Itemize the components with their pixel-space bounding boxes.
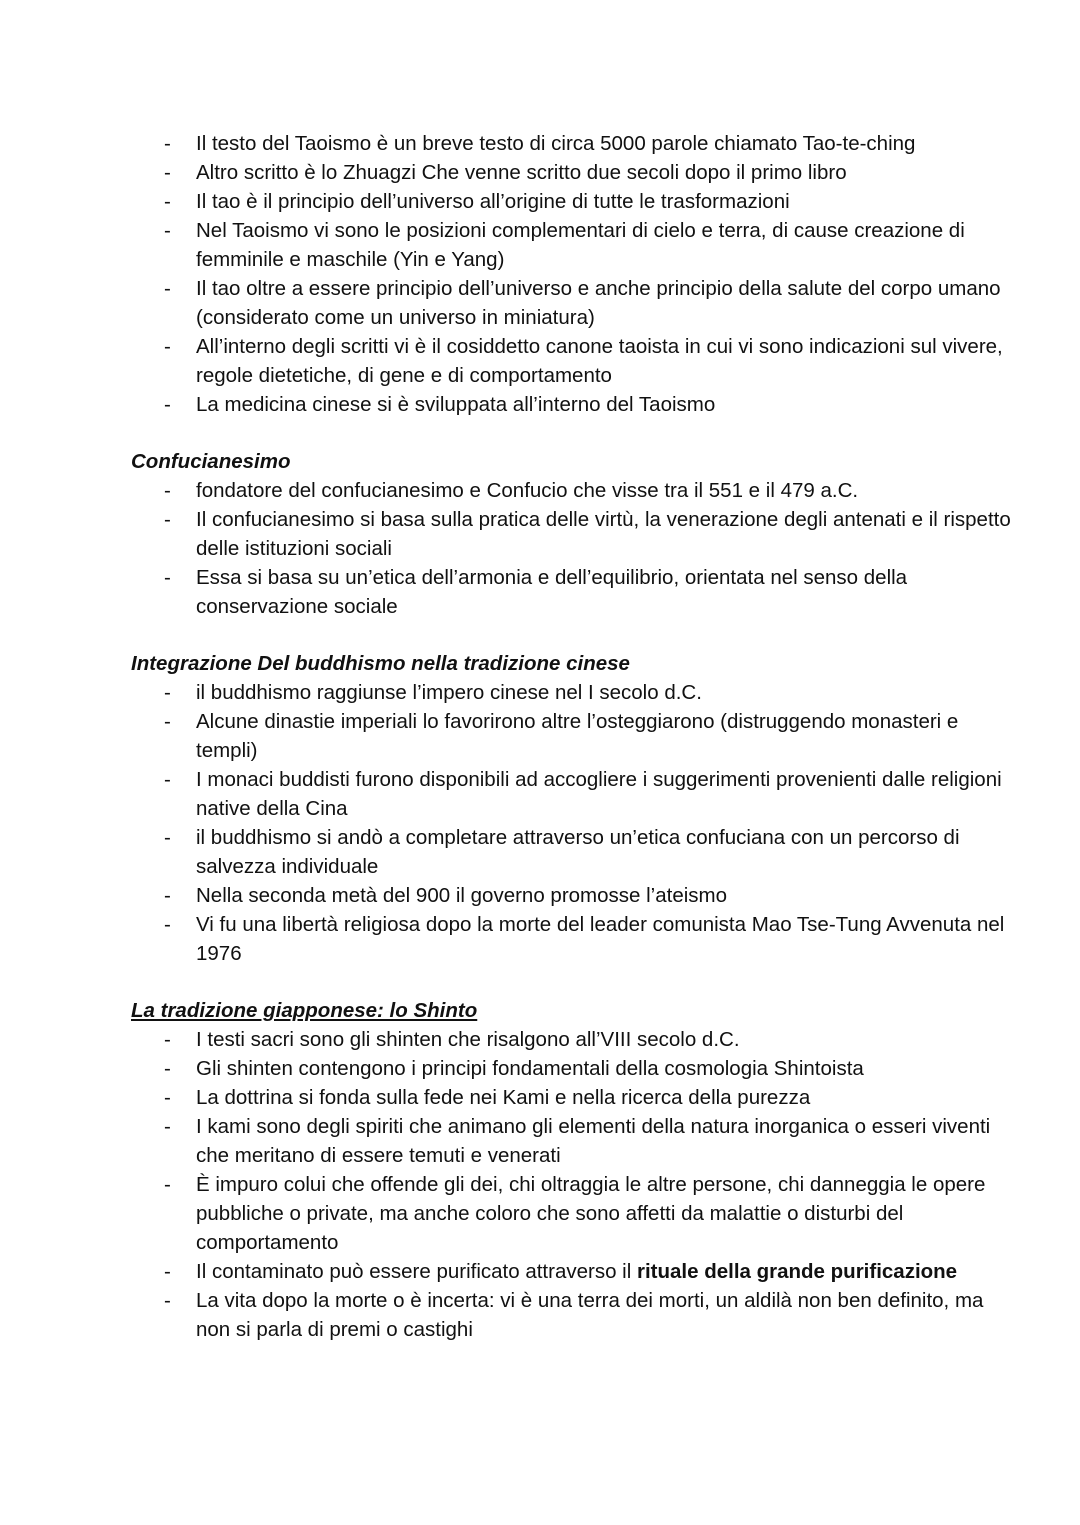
section-shinto xyxy=(131,996,1011,1344)
bullet-dash: - xyxy=(164,768,171,791)
bullet-dash: - xyxy=(164,277,171,300)
bullet-dash: - xyxy=(164,1260,171,1283)
bullet-dash: - xyxy=(164,479,171,502)
bullet-dash: - xyxy=(164,566,171,589)
list-item-text: Alcune dinastie imperiali lo favorirono altre l’osteggiarono (distruggendo monasteri e templi) xyxy=(196,710,959,762)
list-item xyxy=(131,1083,1011,1112)
bullet-list xyxy=(131,129,1011,419)
list-item-bold-text: rituale della grande purificazione xyxy=(636,1260,958,1283)
list-item-text: All’interno degli scritti vi è il cosiddetto canone taoista in cui vi sono indicazioni sul vivere, regole dietetiche, di gene e di comportamento xyxy=(196,335,1003,387)
list-item xyxy=(131,823,1011,881)
list-item xyxy=(131,1054,1011,1083)
bullet-dash: - xyxy=(164,1086,171,1109)
bullet-dash: - xyxy=(164,335,171,358)
list-item xyxy=(131,1112,1011,1170)
list-item-text: Il confucianesimo si basa sulla pratica delle virtù, la venerazione degli antenati e il rispetto delle istituzioni sociali xyxy=(196,508,1011,560)
list-item xyxy=(131,881,1011,910)
list-item-text: Nel Taoismo vi sono le posizioni complementari di cielo e terra, di cause creazione di femminile e maschile (Yin e Yang) xyxy=(196,219,965,271)
list-item-text: Il tao è il principio dell’universo all’origine di tutte le trasformazioni xyxy=(196,190,790,213)
list-item-text: La vita dopo la morte o è incerta: vi è una terra dei morti, un aldilà non ben definito, ma non si parla di premi o castighi xyxy=(196,1289,984,1341)
section-confucianesimo xyxy=(131,447,1011,621)
list-item xyxy=(131,1257,1011,1286)
list-item-text: Vi fu una libertà religiosa dopo la morte del leader comunista Mao Tse-Tung Avvenuta nel 1976 xyxy=(196,913,1005,965)
list-item xyxy=(131,765,1011,823)
section-heading: Confucianesimo xyxy=(131,450,291,473)
list-item-text: Il testo del Taoismo è un breve testo di circa 5000 parole chiamato Tao-te-ching xyxy=(196,132,916,155)
bullet-list xyxy=(131,1025,1011,1344)
bullet-dash: - xyxy=(164,190,171,213)
bullet-dash: - xyxy=(164,681,171,704)
bullet-dash: - xyxy=(164,884,171,907)
list-item-text: I testi sacri sono gli shinten che risalgono all’VIII secolo d.C. xyxy=(196,1028,740,1051)
list-item xyxy=(131,187,1011,216)
bullet-dash: - xyxy=(164,1173,171,1196)
bullet-dash: - xyxy=(164,219,171,242)
bullet-dash: - xyxy=(164,913,171,936)
document-page xyxy=(131,129,1011,1344)
bullet-dash: - xyxy=(164,508,171,531)
bullet-dash: - xyxy=(164,1028,171,1051)
list-item xyxy=(131,678,1011,707)
list-item xyxy=(131,1286,1011,1344)
section-heading: La tradizione giapponese: lo Shinto xyxy=(131,999,478,1022)
list-item-text: È impuro colui che offende gli dei, chi oltraggia le altre persone, chi danneggia le opere pubbliche o private, ma anche coloro che sono affetti da malattie o disturbi del comportamento xyxy=(196,1173,986,1254)
list-item-text: La medicina cinese si è sviluppata all’interno del Taoismo xyxy=(196,393,716,416)
list-item xyxy=(131,216,1011,274)
bullet-dash: - xyxy=(164,393,171,416)
list-item-text: Altro scritto è lo Zhuagzi Che venne scritto due secoli dopo il primo libro xyxy=(196,161,847,184)
list-item xyxy=(131,274,1011,332)
section-heading: Integrazione Del buddhismo nella tradizione cinese xyxy=(131,652,630,675)
bullet-dash: - xyxy=(164,826,171,849)
bullet-list xyxy=(131,476,1011,621)
bullet-dash: - xyxy=(164,161,171,184)
bullet-dash: - xyxy=(164,1289,171,1312)
bullet-dash: - xyxy=(164,132,171,155)
list-item-text: Gli shinten contengono i principi fondamentali della cosmologia Shintoista xyxy=(196,1057,864,1080)
list-item-text: Essa si basa su un’etica dell’armonia e dell’equilibrio, orientata nel senso della conservazione sociale xyxy=(196,566,908,618)
list-item xyxy=(131,707,1011,765)
bullet-dash: - xyxy=(164,710,171,733)
list-item-text: Il contaminato può essere purificato attraverso il xyxy=(196,1260,637,1283)
list-item xyxy=(131,505,1011,563)
list-item-text: I monaci buddisti furono disponibili ad accogliere i suggerimenti provenienti dalle religioni native della Cina xyxy=(196,768,1002,820)
list-item-text: Nella seconda metà del 900 il governo promosse l’ateismo xyxy=(196,884,728,907)
list-item xyxy=(131,1025,1011,1054)
list-item xyxy=(131,158,1011,187)
list-item xyxy=(131,332,1011,390)
list-item-text: il buddhismo raggiunse l’impero cinese nel I secolo d.C. xyxy=(196,681,702,704)
bullet-list xyxy=(131,678,1011,968)
list-item xyxy=(131,476,1011,505)
list-item-text: La dottrina si fonda sulla fede nei Kami e nella ricerca della purezza xyxy=(196,1086,811,1109)
bullet-dash: - xyxy=(164,1057,171,1080)
list-item-text: Il tao oltre a essere principio dell’universo e anche principio della salute del corpo umano (considerato come un universo in miniatura) xyxy=(196,277,1001,329)
list-item xyxy=(131,563,1011,621)
section-buddhismo xyxy=(131,649,1011,968)
section-taoismo xyxy=(131,129,1011,419)
list-item xyxy=(131,1170,1011,1257)
list-item-text: I kami sono degli spiriti che animano gli elementi della natura inorganica o esseri viventi che meritano di essere temuti e venerati xyxy=(196,1115,991,1167)
list-item xyxy=(131,129,1011,158)
list-item xyxy=(131,390,1011,419)
list-item xyxy=(131,910,1011,968)
bullet-dash: - xyxy=(164,1115,171,1138)
list-item-text: il buddhismo si andò a completare attraverso un’etica confuciana con un percorso di salvezza individuale xyxy=(196,826,960,878)
list-item-text: fondatore del confucianesimo e Confucio che visse tra il 551 e il 479 a.C. xyxy=(196,479,859,502)
